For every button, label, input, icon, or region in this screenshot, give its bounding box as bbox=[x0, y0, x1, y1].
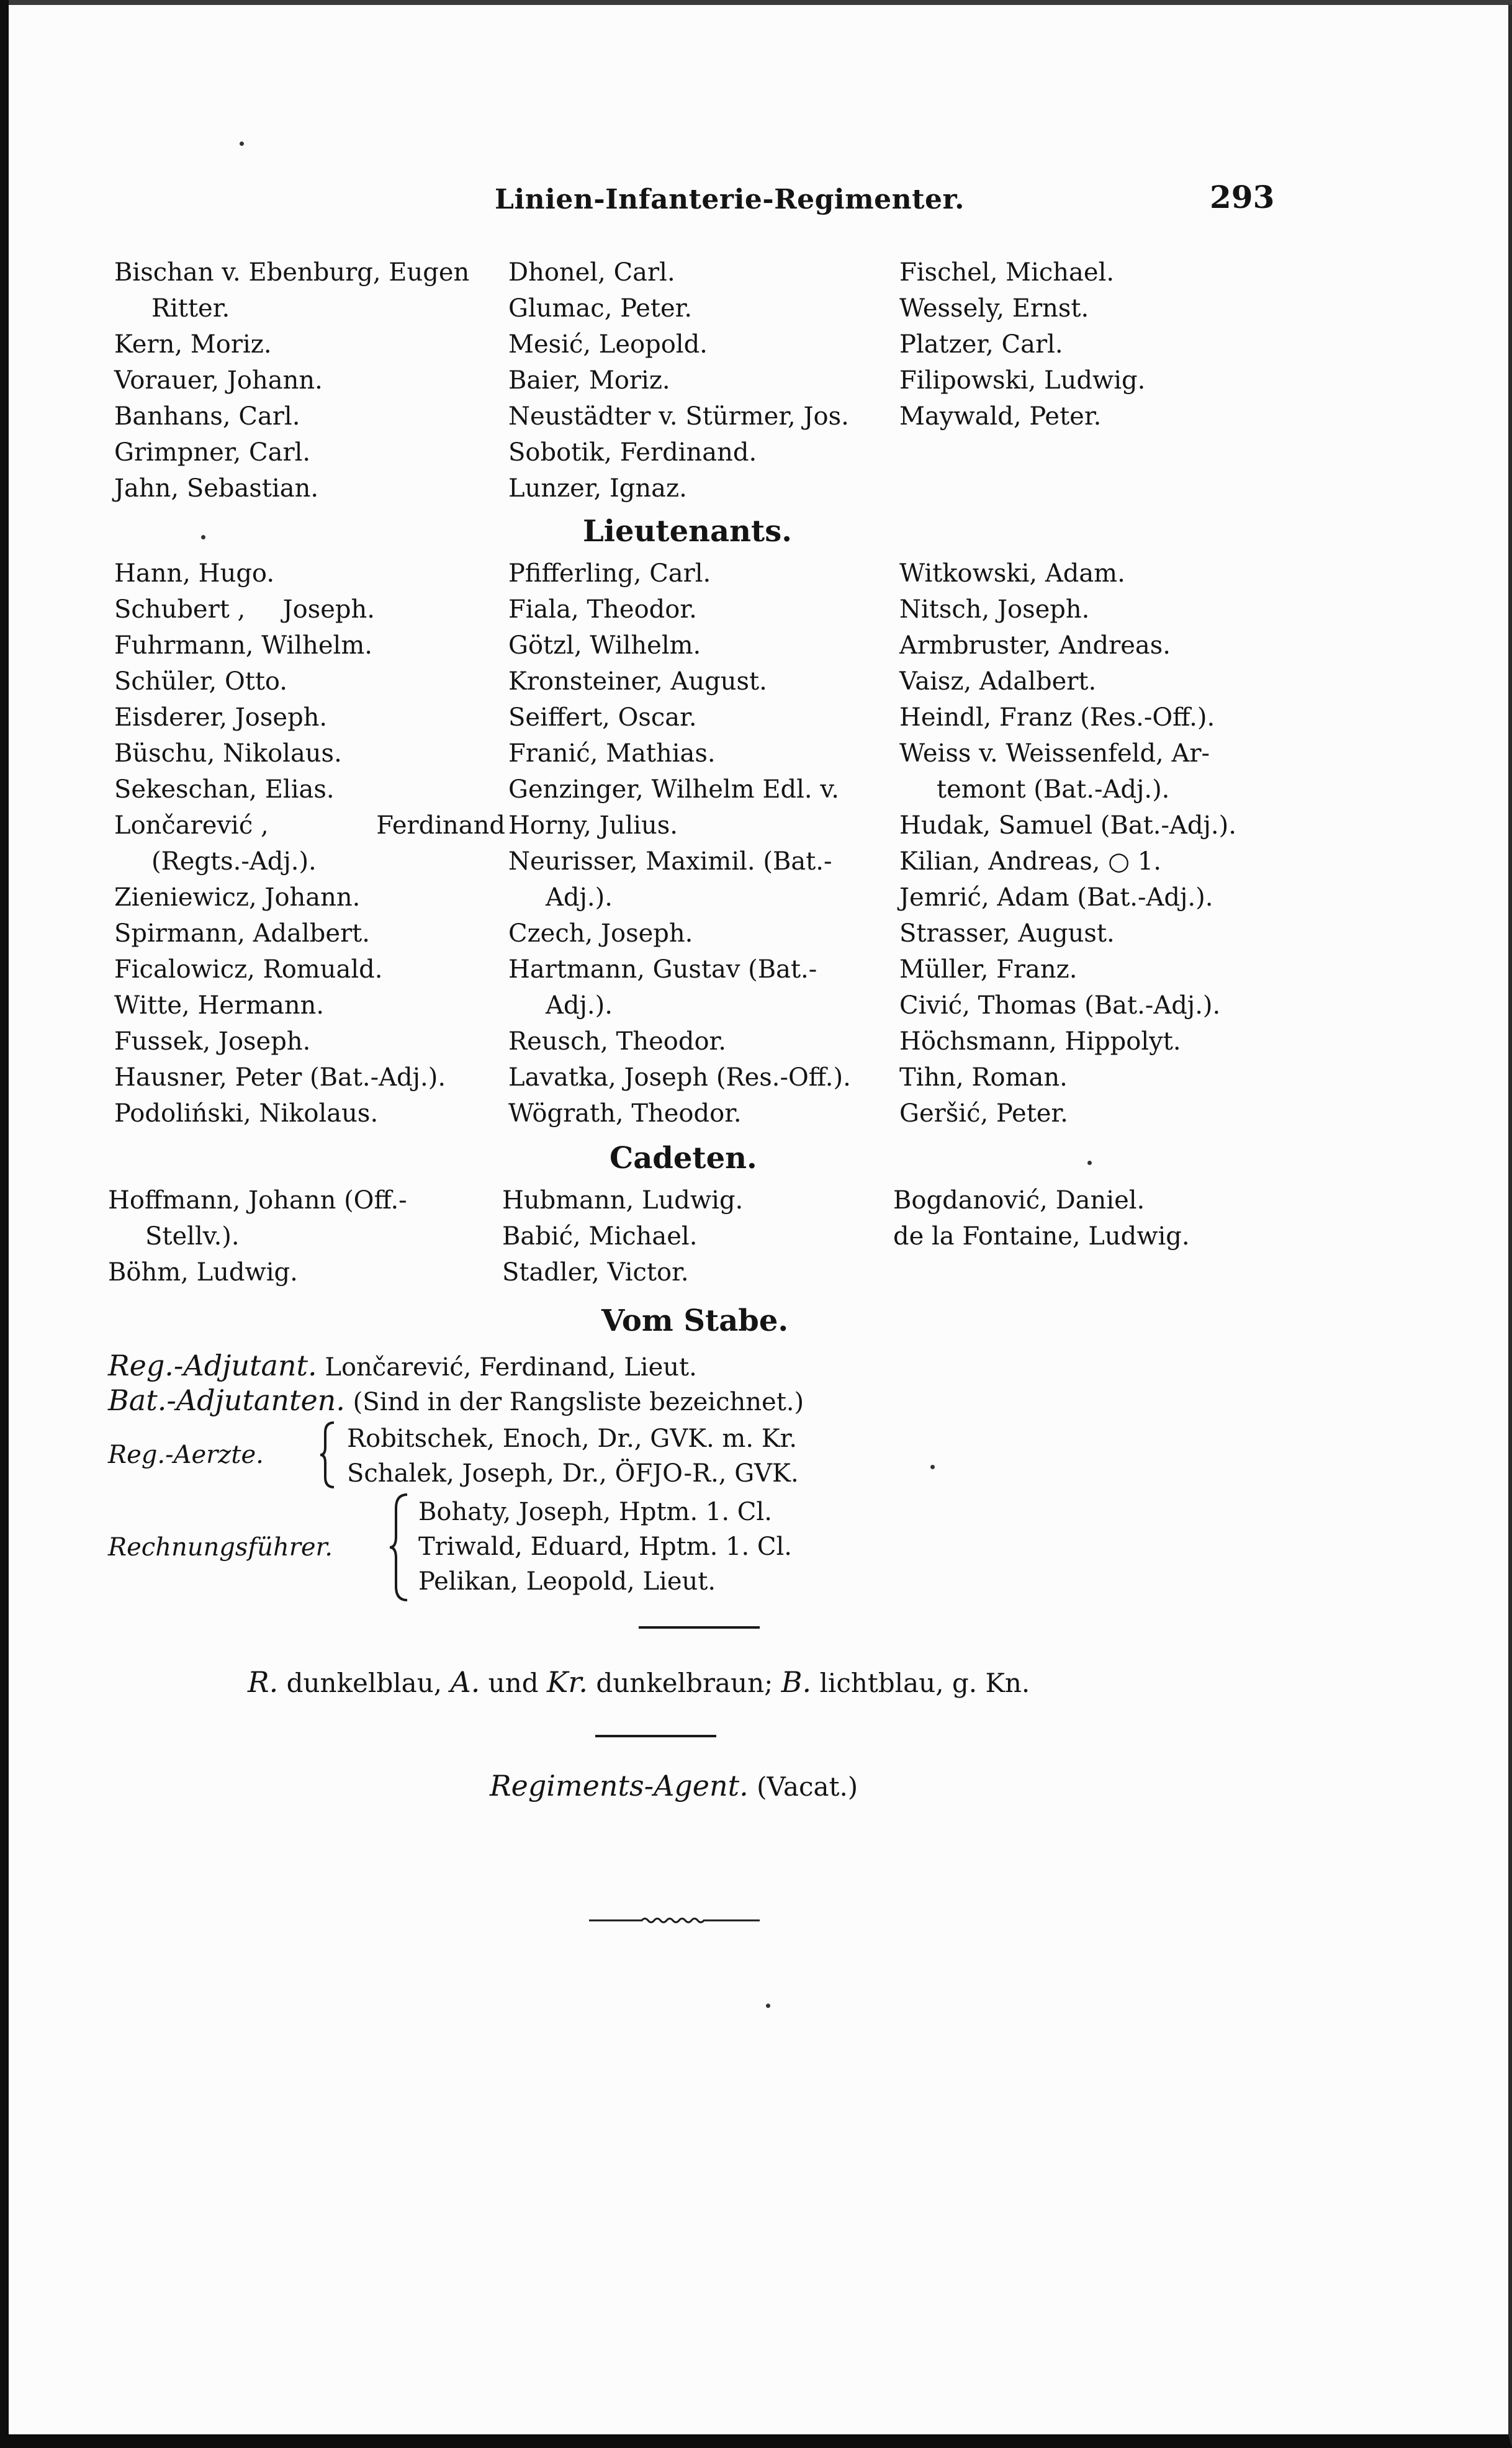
brace-icon bbox=[319, 1420, 338, 1490]
color-text: und bbox=[488, 1668, 539, 1698]
name-entry: Kilian, Andreas, ○ 1. bbox=[899, 847, 1161, 876]
name-entry bbox=[114, 592, 487, 628]
name-entry: Bogdanović, Daniel. bbox=[893, 1186, 1145, 1215]
name-entry bbox=[114, 808, 505, 844]
speck bbox=[1087, 1161, 1092, 1165]
name-entry: Jemrić, Adam (Bat.-Adj.). bbox=[899, 883, 1213, 912]
name-entry: Lunzer, Ignaz. bbox=[508, 474, 687, 503]
name-entry: Podoliński, Nikolaus. bbox=[114, 1099, 379, 1128]
section-heading-stabe: Vom Stabe. bbox=[601, 1303, 789, 1338]
cadeten-col3 bbox=[893, 1182, 1278, 1254]
lieutenants-col1 bbox=[114, 556, 505, 1132]
ornamental-divider bbox=[589, 1914, 760, 1927]
name-entry: Bischan v. Ebenburg, Eugen bbox=[114, 258, 470, 287]
name-entry: Hudak, Samuel (Bat.-Adj.). bbox=[899, 811, 1236, 840]
uniform-colors-line bbox=[248, 1665, 1030, 1699]
regiment-code-kr: Kr. bbox=[547, 1665, 588, 1699]
name-entry: Vaisz, Adalbert. bbox=[899, 667, 1097, 696]
block1-col2 bbox=[508, 254, 893, 506]
name-entry: Maywald, Peter. bbox=[899, 402, 1102, 431]
name-entry: Tihn, Roman. bbox=[899, 1063, 1068, 1092]
name-entry: Vorauer, Johann. bbox=[114, 366, 323, 395]
name-entry: Horny, Julius. bbox=[508, 811, 678, 840]
name-entry: Stellv.). bbox=[145, 1222, 240, 1251]
name-entry: Banhans, Carl. bbox=[114, 402, 300, 431]
name-entry: Seiffert, Oscar. bbox=[508, 703, 697, 732]
speck bbox=[201, 535, 205, 539]
agent-label: Regiments-Agent. bbox=[490, 1769, 749, 1802]
name-entry: Götzl, Wilhelm. bbox=[508, 631, 701, 660]
name-entry: Nitsch, Joseph. bbox=[899, 595, 1090, 624]
name-entry: Zieniewicz, Johann. bbox=[114, 883, 361, 912]
name-entry: Reusch, Theodor. bbox=[508, 1027, 726, 1056]
bat-adjutanten-value: (Sind in der Rangsliste bezeichnet.) bbox=[353, 1388, 804, 1416]
reg-aerzte-label: Reg.-Aerzte. bbox=[108, 1441, 264, 1469]
name-entry: Höchsmann, Hippolyt. bbox=[899, 1027, 1181, 1056]
name-entry: Neurisser, Maximil. (Bat.- bbox=[508, 847, 832, 876]
name-entry: Hartmann, Gustav (Bat.- bbox=[508, 955, 817, 984]
name-entry: Adj.). bbox=[546, 991, 613, 1020]
name-entry: Ritter. bbox=[151, 294, 230, 323]
name-entry: Neustädter v. Stürmer, Jos. bbox=[508, 402, 849, 431]
name-entry: Filipowski, Ludwig. bbox=[899, 366, 1146, 395]
lieutenants-col2 bbox=[508, 556, 893, 1132]
agent-value: (Vacat.) bbox=[757, 1771, 858, 1802]
name-entry: Sekeschan, Elias. bbox=[114, 775, 335, 804]
name-entry: Büschu, Nikolaus. bbox=[114, 739, 342, 768]
name-entry: Hoffmann, Johann (Off.- bbox=[108, 1186, 407, 1215]
arzt-entry: Schalek, Joseph, Dr., ÖFJO-R., GVK. bbox=[347, 1459, 799, 1488]
rf-entry: Triwald, Eduard, Hptm. 1. Cl. bbox=[418, 1532, 792, 1561]
name-entry: Weiss v. Weissenfeld, Ar- bbox=[899, 739, 1210, 768]
name-entry: Hausner, Peter (Bat.-Adj.). bbox=[114, 1063, 446, 1092]
name-entry: Grimpner, Carl. bbox=[114, 438, 311, 467]
name-entry: Kronsteiner, August. bbox=[508, 667, 767, 696]
name-entry: Strasser, August. bbox=[899, 919, 1115, 948]
name-entry: Sobotik, Ferdinand. bbox=[508, 438, 757, 467]
name-entry: Wögrath, Theodor. bbox=[508, 1099, 742, 1128]
name-entry: temont (Bat.-Adj.). bbox=[937, 775, 1170, 804]
name-entry: Wessely, Ernst. bbox=[899, 294, 1089, 323]
name-entry: Hubmann, Ludwig. bbox=[502, 1186, 744, 1215]
lieutenants-col3 bbox=[899, 556, 1284, 1132]
running-header: Linien-Infanterie-Regimenter. bbox=[495, 184, 965, 215]
name-entry: Adj.). bbox=[546, 883, 613, 912]
agent-line bbox=[490, 1769, 858, 1802]
section-heading-cadeten: Cadeten. bbox=[610, 1141, 757, 1176]
name-entry: de la Fontaine, Ludwig. bbox=[893, 1222, 1190, 1251]
cadeten-col1 bbox=[108, 1182, 493, 1290]
reg-adjutant-value: Lončarević, Ferdinand, Lieut. bbox=[325, 1353, 697, 1382]
name-entry: Mesić, Leopold. bbox=[508, 330, 708, 359]
name-entry: Platzer, Carl. bbox=[899, 330, 1063, 359]
regiment-code-b: B. bbox=[781, 1665, 812, 1699]
name-entry: Spirmann, Adalbert. bbox=[114, 919, 370, 948]
name-entry: Ficalowicz, Romuald. bbox=[114, 955, 383, 984]
name-entry: Fiala, Theodor. bbox=[508, 595, 697, 624]
divider bbox=[595, 1735, 716, 1737]
name-part: Schubert , bbox=[114, 595, 246, 624]
divider bbox=[639, 1626, 760, 1629]
block1-col3 bbox=[899, 254, 1284, 434]
name-entry: Fuhrmann, Wilhelm. bbox=[114, 631, 372, 660]
name-entry: Dhonel, Carl. bbox=[508, 258, 675, 287]
name-entry: Schüler, Otto. bbox=[114, 667, 287, 696]
brace-icon bbox=[389, 1492, 411, 1603]
color-text: lichtblau, g. Kn. bbox=[819, 1668, 1030, 1698]
rf-entry: Pelikan, Leopold, Lieut. bbox=[418, 1567, 716, 1596]
section-heading-lieutenants: Lieutenants. bbox=[583, 514, 792, 549]
name-part: Ferdinand bbox=[376, 811, 505, 840]
name-entry: Lavatka, Joseph (Res.-Off.). bbox=[508, 1063, 851, 1092]
name-entry: Müller, Franz. bbox=[899, 955, 1078, 984]
name-entry: Fussek, Joseph. bbox=[114, 1027, 311, 1056]
name-entry: Babić, Michael. bbox=[502, 1222, 698, 1251]
name-entry: Fischel, Michael. bbox=[899, 258, 1115, 287]
name-entry: Czech, Joseph. bbox=[508, 919, 693, 948]
name-entry: Pfifferling, Carl. bbox=[508, 559, 711, 588]
name-entry: Civić, Thomas (Bat.-Adj.). bbox=[899, 991, 1221, 1020]
name-entry: (Regts.-Adj.). bbox=[151, 847, 317, 876]
name-entry: Eisderer, Joseph. bbox=[114, 703, 328, 732]
name-entry: Geršić, Peter. bbox=[899, 1099, 1068, 1128]
name-part: Lončarević , bbox=[114, 811, 269, 840]
name-entry: Witte, Hermann. bbox=[114, 991, 325, 1020]
name-entry: Glumac, Peter. bbox=[508, 294, 693, 323]
color-text: dunkelbraun; bbox=[596, 1668, 773, 1698]
cadeten-col2 bbox=[502, 1182, 887, 1290]
page-number: 293 bbox=[1210, 179, 1275, 215]
regiment-code-r: R. bbox=[248, 1665, 279, 1699]
name-entry: Armbruster, Andreas. bbox=[899, 631, 1171, 660]
speck bbox=[930, 1465, 935, 1469]
name-entry: Hann, Hugo. bbox=[114, 559, 275, 588]
reg-adjutant-row bbox=[108, 1348, 697, 1383]
speck bbox=[766, 2004, 770, 2008]
reg-adjutant-label: Reg.-Adjutant. bbox=[108, 1349, 317, 1382]
bat-adjutanten-row bbox=[108, 1383, 804, 1418]
regiment-code-a: A. bbox=[450, 1665, 480, 1699]
arzt-entry: Robitschek, Enoch, Dr., GVK. m. Kr. bbox=[347, 1424, 798, 1453]
name-entry: Franić, Mathias. bbox=[508, 739, 716, 768]
name-entry: Böhm, Ludwig. bbox=[108, 1258, 298, 1287]
name-entry: Genzinger, Wilhelm Edl. v. bbox=[508, 775, 839, 804]
scan-edge bbox=[9, 0, 1512, 5]
name-entry: Kern, Moriz. bbox=[114, 330, 272, 359]
color-text: dunkelblau, bbox=[286, 1668, 443, 1698]
name-entry: Baier, Moriz. bbox=[508, 366, 670, 395]
rf-entry: Bohaty, Joseph, Hptm. 1. Cl. bbox=[418, 1498, 772, 1526]
block1-col1 bbox=[114, 254, 499, 506]
name-entry: Stadler, Victor. bbox=[502, 1258, 689, 1287]
speck bbox=[240, 142, 244, 146]
name-entry: Witkowski, Adam. bbox=[899, 559, 1125, 588]
rechnungsfuehrer-label: Rechnungsführer. bbox=[108, 1533, 333, 1562]
name-entry: Heindl, Franz (Res.-Off.). bbox=[899, 703, 1215, 732]
bat-adjutanten-label: Bat.-Adjutanten. bbox=[108, 1384, 345, 1417]
name-part: Joseph. bbox=[282, 595, 375, 624]
name-entry: Jahn, Sebastian. bbox=[114, 474, 319, 503]
